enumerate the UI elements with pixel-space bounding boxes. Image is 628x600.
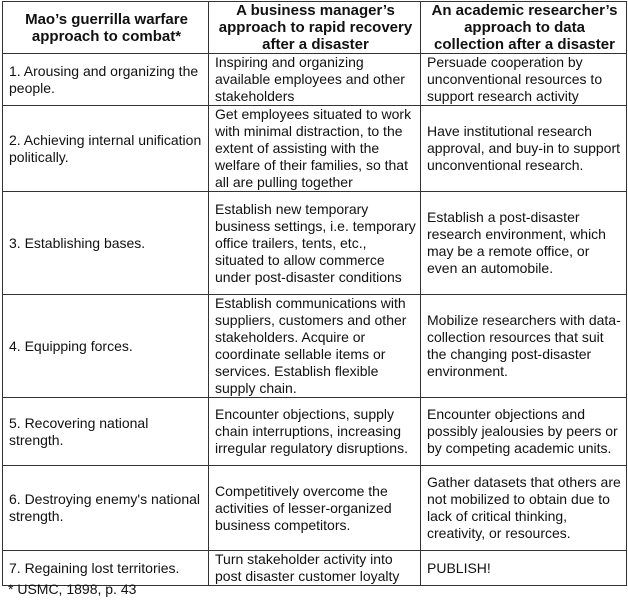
cell-business <box>209 106 421 192</box>
cell-academic <box>421 466 627 551</box>
cell-mao <box>3 398 209 466</box>
table-row <box>3 106 627 192</box>
footnote: * USMC, 1898, p. 43 <box>8 581 137 597</box>
cell-text: 7. Regaining lost territories. <box>9 559 180 576</box>
cell-text: Mobilize researchers with data-collection resources that suit the changing post-disaster environment. <box>427 312 621 379</box>
table-row <box>3 398 627 466</box>
cell-text: Get employees situated to work with minimal distraction, to the extent of assisting with the welfare of their families, so that all are pulling together <box>215 106 412 190</box>
cell-mao <box>3 295 209 398</box>
table-row <box>3 466 627 551</box>
cell-academic <box>421 398 627 466</box>
cell-text: Establish a post-disaster research environment, which may be a remote office, or even an automobile. <box>427 209 606 276</box>
cell-text: Have institutional research approval, and buy-in to support unconventional research. <box>427 123 621 173</box>
cell-text: 2. Achieving internal unification politically. <box>9 131 202 165</box>
cell-text: Establish communications with suppliers, customers and other stakeholders. Acquire or coordinate sellable items or services. Establish flexible supply chain. <box>215 295 407 396</box>
cell-text: 5. Recovering national strength. <box>9 414 149 448</box>
header-academic: An academic researcher’s approach to data collection after a disaster <box>421 2 627 54</box>
cell-text: 3. Establishing bases. <box>9 234 146 251</box>
cell-text: 1. Arousing and organizing the people. <box>9 62 199 96</box>
cell-text: 4. Equipping forces. <box>9 337 133 354</box>
cell-mao <box>3 192 209 295</box>
cell-business <box>209 551 421 586</box>
table-row <box>3 54 627 106</box>
header-business: A business manager’s approach to rapid recovery after a disaster <box>209 2 421 54</box>
header-row <box>3 2 627 54</box>
cell-text: 6. Destroying enemy's national strength. <box>9 491 200 524</box>
cell-mao <box>3 106 209 192</box>
cell-business <box>209 466 421 551</box>
cell-business <box>209 295 421 398</box>
cell-text: Encounter objections and possibly jealousies by peers or by competing academic units. <box>427 406 618 456</box>
cell-academic <box>421 551 627 586</box>
cell-academic <box>421 295 627 398</box>
cell-text: PUBLISH! <box>427 559 491 576</box>
comparison-table <box>2 1 627 586</box>
cell-mao <box>3 466 209 551</box>
table-row <box>3 192 627 295</box>
cell-text: Inspiring and organizing available employees and other stakeholders <box>215 54 405 104</box>
table-row <box>3 295 627 398</box>
cell-mao <box>3 54 209 106</box>
cell-text: Encounter objections, supply chain interruptions, increasing irregular regulatory disruptions. <box>215 406 408 456</box>
cell-text: Competitively overcome the activities of lesser-organized business competitors. <box>215 482 392 533</box>
header-mao: Mao’s guerrilla warfare approach to combat* <box>3 2 209 54</box>
cell-business <box>209 192 421 295</box>
cell-academic <box>421 106 627 192</box>
cell-business <box>209 54 421 106</box>
cell-business <box>209 398 421 466</box>
cell-text: Turn stakeholder activity into post disaster customer loyalty <box>215 551 400 584</box>
cell-academic <box>421 54 627 106</box>
cell-text: Persuade cooperation by unconventional resources to support research activity <box>427 54 603 104</box>
cell-text: Establish new temporary business settings, i.e. temporary office trailers, tents, etc., situated to allow commerce under post-disaster conditions <box>215 200 416 285</box>
cell-academic <box>421 192 627 295</box>
cell-text: Gather datasets that others are not mobilized to obtain due to lack of critical thinking, creativity, or resources. <box>427 474 621 541</box>
